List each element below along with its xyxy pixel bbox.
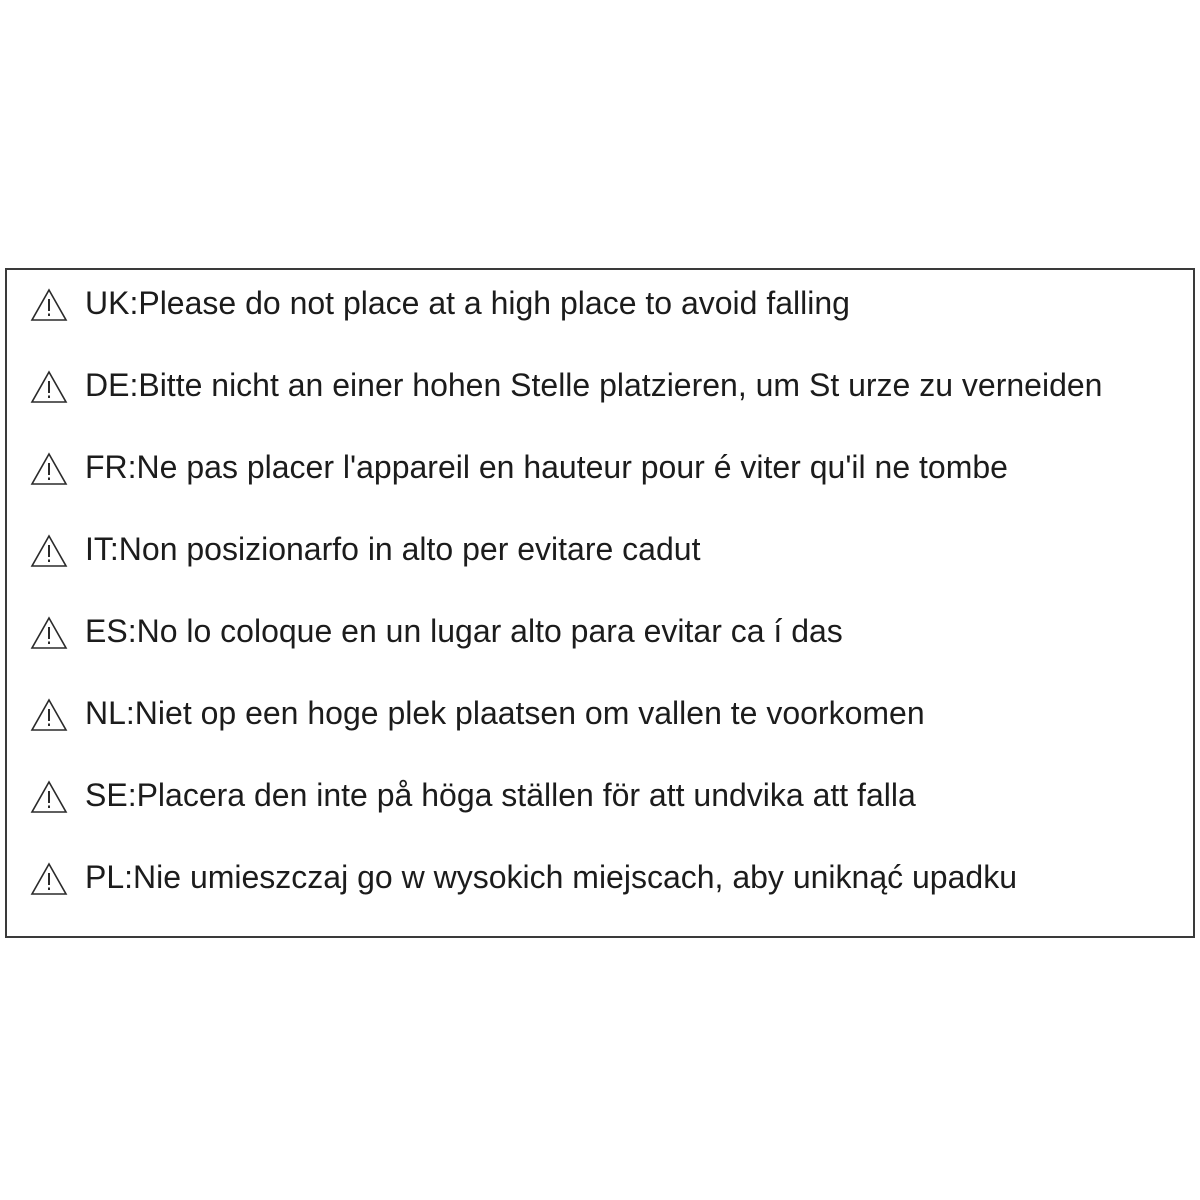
warning-box [5,268,1195,938]
warning-triangle-icon [30,780,68,814]
warning-text-fr: FR:Ne pas placer l'appareil en hauteur pour é viter qu'il ne tombe [85,449,1008,485]
warning-triangle-icon [30,616,68,650]
warning-text-it: IT:Non posizionarfo in alto per evitare cadut [85,531,701,567]
warning-text-uk: UK:Please do not place at a high place to avoid falling [85,285,850,321]
warning-triangle-icon [30,288,68,322]
warning-triangle-icon [30,534,68,568]
warning-triangle-icon [30,862,68,896]
warning-text-nl: NL:Niet op een hoge plek plaatsen om vallen te voorkomen [85,695,925,731]
warning-triangle-icon [30,698,68,732]
warning-triangle-icon [30,452,68,486]
warning-text-pl: PL:Nie umieszczaj go w wysokich miejscach, aby uniknąć upadku [85,859,1017,895]
warning-text-de: DE:Bitte nicht an einer hohen Stelle platzieren, um St urze zu verneiden [85,367,1103,403]
warning-triangle-icon [30,370,68,404]
warning-text-es: ES:No lo coloque en un lugar alto para evitar ca í das [85,613,843,649]
warning-text-se: SE:Placera den inte på höga ställen för att undvika att falla [85,777,916,813]
